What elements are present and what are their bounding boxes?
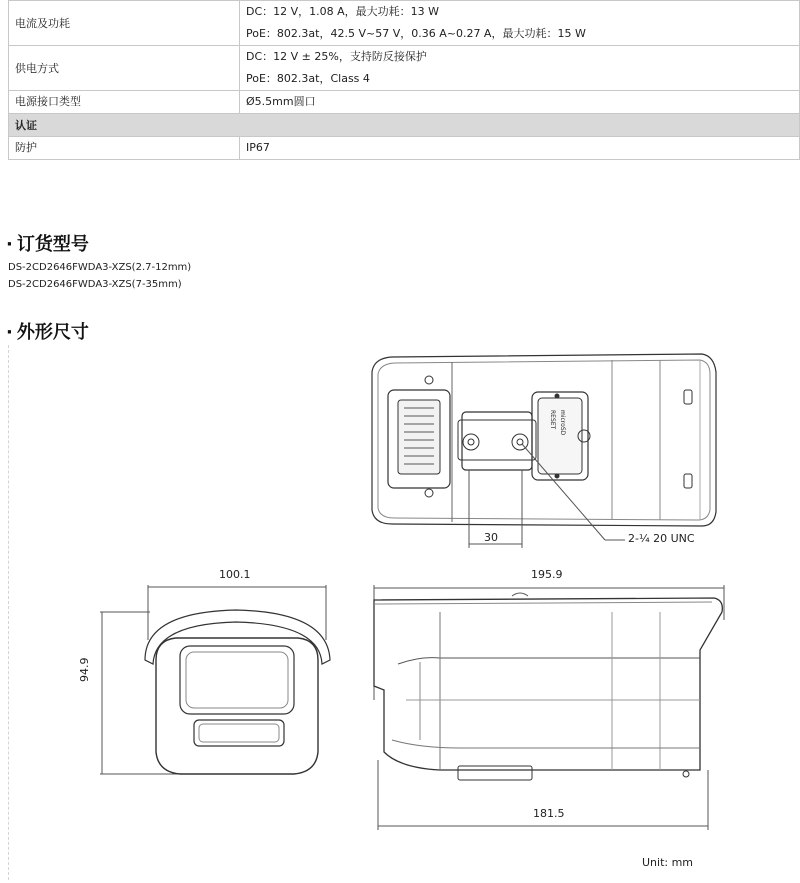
dim-front-height: 94.9 [78,657,91,682]
power-poe-text: PoE：802.3at，42.5 V~57 V，0.36 A~0.27 A，最大功耗：15 W [246,27,586,40]
bottom-view [372,354,716,548]
model-item-2: DS-2CD2646FWDA3-XZS(7-35mm) [8,279,182,290]
supply-poe-text: PoE：802.3at，Class 4 [246,72,370,85]
panel-label-reset: RESET [549,410,556,430]
spec-value-protection: IP67 [240,137,800,160]
panel-label-microsd: microSD [559,410,566,436]
ordering-title: 订货型号 [16,234,89,255]
dim-front-width: 100.1 [219,568,251,581]
bullet-icon: · [6,322,13,343]
power-dc-text: DC：12 V，1.08 A，最大功耗：13 W [246,5,440,18]
dim-thread-spacing: 30 [484,531,498,544]
dim-thread-spec: 2-¼ 20 UNC [628,532,695,545]
supply-dc-text: DC：12 V ± 25%，支持防反接保护 [246,50,427,63]
spec-value-connector: Ø5.5mm圆口 [240,91,800,114]
spec-key-supply: 供电方式 [9,46,240,91]
dimensions-title: 外形尺寸 [16,322,89,343]
model-item-1: DS-2CD2646FWDA3-XZS(2.7-12mm) [8,262,192,273]
spec-key-protection: 防护 [9,137,240,160]
spec-key-power: 电流及功耗 [9,1,240,46]
dim-bottom-length: 181.5 [533,807,565,820]
spec-key-connector: 电源接口类型 [9,91,240,114]
unit-label: Unit: mm [642,856,694,869]
front-view [100,585,330,774]
section-cert-label: 认证 [9,114,800,137]
dim-side-length: 195.9 [531,568,563,581]
side-view [374,585,724,830]
bullet-icon: · [6,234,13,255]
